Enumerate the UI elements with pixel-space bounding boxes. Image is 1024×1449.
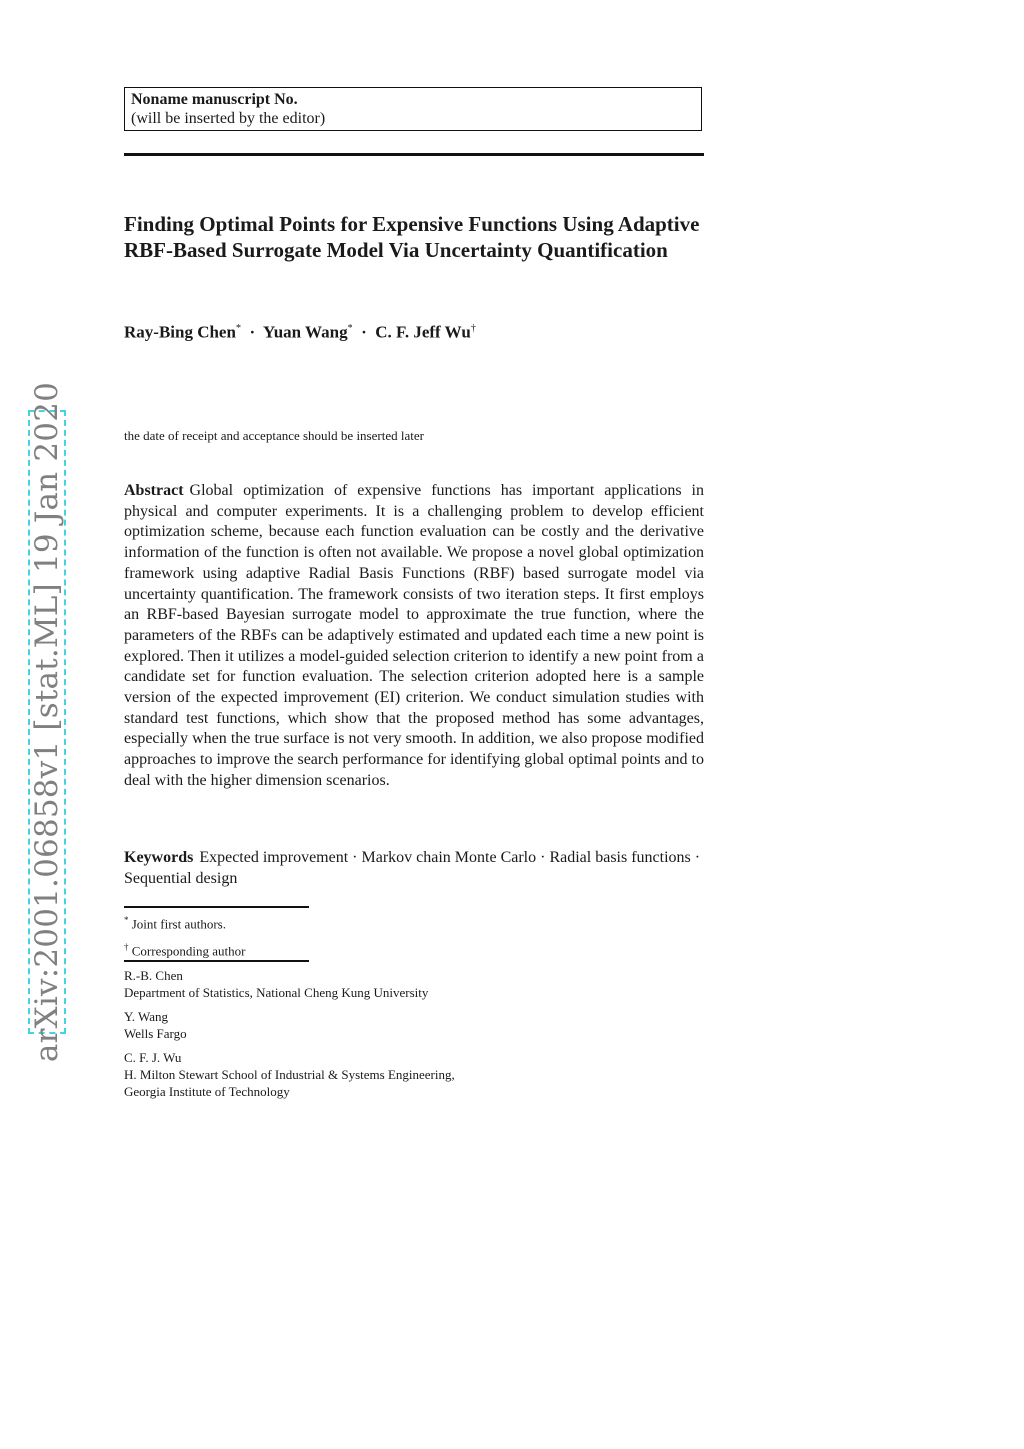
author-wang: Yuan Wang bbox=[262, 322, 348, 342]
paper-title: Finding Optimal Points for Expensive Functions Using Adaptive RBF-Based Surrogate Model Via Uncertainty Quantification bbox=[124, 212, 700, 262]
manuscript-number: Noname manuscript No. bbox=[131, 91, 298, 108]
footnote-text: Joint first authors. bbox=[131, 916, 226, 932]
date-line: the date of receipt and acceptance should be inserted later bbox=[124, 428, 424, 443]
author-mark: * bbox=[347, 323, 353, 334]
author-wu: C. F. Jeff Wu bbox=[375, 322, 471, 342]
editor-note: (will be inserted by the editor) bbox=[131, 110, 326, 127]
footnote-text: Corresponding author bbox=[131, 943, 246, 959]
author-mark: * bbox=[235, 323, 241, 334]
affiliation-org: Wells Fargo bbox=[124, 1026, 187, 1041]
header-rule bbox=[124, 153, 704, 156]
author-separator: · bbox=[249, 322, 256, 342]
keywords-text: Expected improvement · Markov chain Monte Carlo · Radial basis functions · Sequential design bbox=[124, 849, 701, 887]
affiliation-chen bbox=[124, 967, 428, 1001]
affiliation-name: R.-B. Chen bbox=[124, 968, 183, 983]
affiliation-wang bbox=[124, 1008, 187, 1042]
abstract-text: Global optimization of expensive functions has important applications in physical and computer experiments. It is a challenging problem to develop efficient optimization scheme, because each function evaluation can be costly and the derivative information of the function is often not available. We propose a novel global optimization framework using adaptive Radial Basis Functions (RBF) based surrogate model via uncertainty quantification. The framework consists of two iteration steps. It first employs an RBF-based Bayesian surrogate model to approximate the true function, where the parameters of the RBFs can be adaptively estimated and updated each time a new point is explored. Then it utilizes a model-guided selection criterion to identify a new point from a candidate set for function evaluation. The selection criterion adopted here is a sample version of the expected improvement (EI) criterion. We conduct simulation studies with standard test functions, which show that the proposed method has some advantages, especially when the true surface is not very smooth. In addition, we also propose modified approaches to improve the search performance for identifying global optimal points and to deal with the higher dimension scenarios. bbox=[124, 482, 704, 789]
author-list bbox=[124, 318, 504, 343]
footnote-rule bbox=[124, 960, 309, 962]
affiliation-org: H. Milton Stewart School of Industrial & Systems Engineering, bbox=[124, 1067, 455, 1082]
author-chen: Ray-Bing Chen bbox=[124, 322, 236, 342]
footnote-mark: * bbox=[124, 915, 129, 925]
abstract-label: Abstract bbox=[124, 482, 184, 499]
affiliation-org: Georgia Institute of Technology bbox=[124, 1084, 290, 1099]
manuscript-header-box bbox=[124, 87, 702, 131]
affiliation-name: Y. Wang bbox=[124, 1009, 168, 1024]
affiliation-wu bbox=[124, 1049, 455, 1100]
abstract bbox=[124, 481, 704, 792]
keywords bbox=[124, 847, 704, 889]
footnote-joint-authors bbox=[124, 912, 226, 932]
footnote-mark: † bbox=[124, 942, 129, 952]
footnote-corresponding bbox=[124, 939, 245, 959]
arxiv-stamp[interactable] bbox=[28, 381, 66, 1063]
keywords-label: Keywords bbox=[124, 849, 194, 866]
author-separator: · bbox=[361, 322, 367, 342]
author-mark: † bbox=[470, 323, 476, 334]
affiliation-org: Department of Statistics, National Cheng Kung University bbox=[124, 985, 429, 1000]
affiliation-name: C. F. J. Wu bbox=[124, 1050, 182, 1065]
footnote-rule bbox=[124, 906, 309, 908]
arxiv-stamp-text: arXiv:2001.06858v1 [stat.ML] 19 Jan 2020 bbox=[29, 381, 65, 1063]
